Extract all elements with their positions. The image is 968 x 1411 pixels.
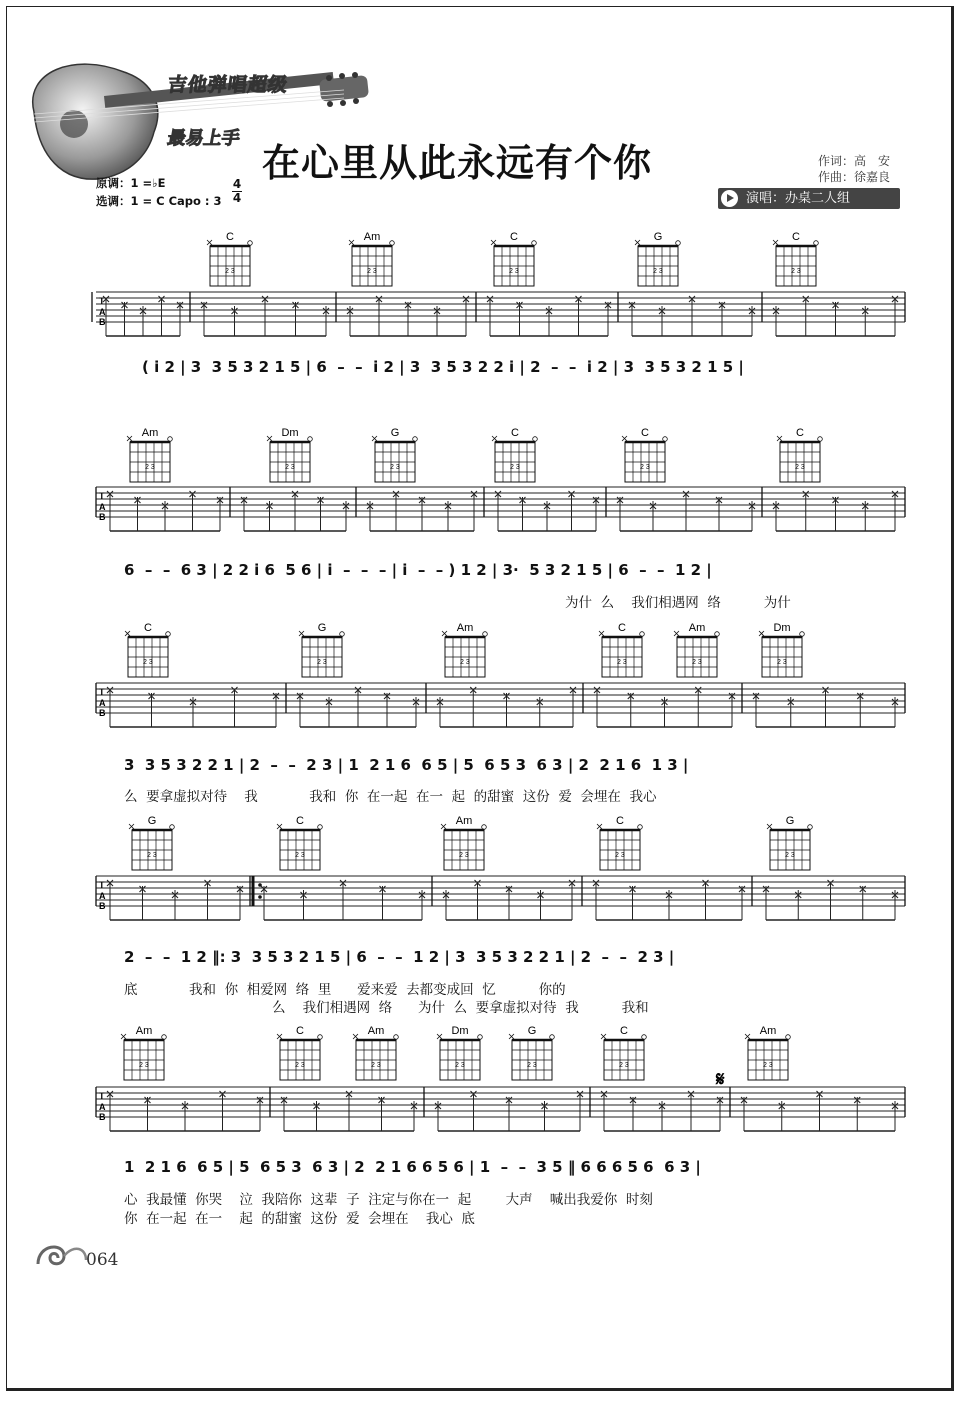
chord-name: Am (367, 1025, 385, 1037)
chord-fingering: 2 3 (225, 268, 235, 275)
lyrics-line-3a: 么 要拿虚拟对待 我 我和 你 在一起 在一 起 的甜蜜 这份 爱 会埋在 我心 (124, 789, 657, 805)
muted-string-mark (601, 1034, 606, 1039)
chord-fingering: 2 3 (455, 1062, 465, 1069)
lyrics-line-5b: 你 在一起 在一 起 的甜蜜 这份 爱 会埋在 我心 底 (124, 1211, 475, 1227)
muted-string-mark (441, 824, 446, 829)
muted-string-mark (767, 824, 772, 829)
muted-string-mark (125, 631, 130, 636)
chord-name: Dm (451, 1025, 469, 1037)
original-key: 原调：1 =♭E (96, 176, 166, 190)
tab-letter-b: B (99, 1112, 106, 1122)
chord-name: Dm (773, 622, 791, 634)
tab-letter-b: B (99, 317, 106, 327)
chosen-key: 选调：1 = C Capo : 3 (96, 194, 222, 208)
muted-string-mark (492, 436, 497, 441)
open-string-mark (533, 437, 538, 442)
chord-name: C (620, 1025, 628, 1037)
lyrics-line-5a: 心 我最懂 你哭 泣 我陪你 这辈 子 注定与你在一 起 大声 喊出我爱你 时刻 (124, 1192, 653, 1208)
open-string-mark (640, 632, 645, 637)
chord-name: C (511, 427, 519, 439)
tab-letter-t: T (99, 491, 105, 501)
chord-name: Am (363, 231, 381, 243)
muted-string-mark (277, 1034, 282, 1039)
tab-letter-a: A (99, 891, 106, 901)
chord-fingering: 2 3 (510, 464, 520, 471)
chord-fingering: 2 3 (653, 268, 663, 275)
chord-name: G (147, 815, 157, 827)
series-title: 吉他弹唱超级 (166, 74, 290, 96)
muted-string-mark (299, 631, 304, 636)
chord-name: Am (455, 815, 473, 827)
chord-fingering: 2 3 (145, 464, 155, 471)
time-sig-bottom: 4 (232, 191, 242, 205)
tab-letter-a: A (99, 698, 106, 708)
open-string-mark (162, 1035, 167, 1040)
chord-name: G (785, 815, 795, 827)
open-string-mark (532, 241, 537, 246)
muted-string-mark (777, 436, 782, 441)
muted-string-mark (127, 436, 132, 441)
tab-letter-t: T (99, 880, 105, 890)
muted-string-mark (129, 824, 134, 829)
lyrics-line-4a: 底 我和 你 相爱网 络 里 爱来爱 去都变成回 忆 你的 (124, 982, 566, 998)
muted-string-mark (759, 631, 764, 636)
muted-string-mark (372, 436, 377, 441)
composer: 作曲：徐嘉良 (818, 170, 891, 184)
notation-line-2: 6 – – 6 3 | 2 2 i 6 5 6 | i – – – | i – – ) 1 2 | 3· 5 3 2 1 5 | 6 – – 1 2 | (124, 561, 712, 579)
chord-name: Am (688, 622, 706, 634)
chord-name: Am (759, 1025, 777, 1037)
notation-line-4: 2 – – 1 2 ‖: 3 3 5 3 2 1 5 | 6 – – 1 2 | 3 3 5 3 2 2 1 | 2 – – 2 3 | (124, 948, 675, 966)
chord-name: Am (135, 1025, 153, 1037)
open-string-mark (808, 825, 813, 830)
tab-letter-a: A (99, 307, 106, 317)
open-string-mark (715, 632, 720, 637)
chord-name: C (226, 231, 234, 243)
chord-fingering: 2 3 (285, 464, 295, 471)
chord-name: C (144, 622, 152, 634)
open-string-mark (814, 241, 819, 246)
chord-fingering: 2 3 (147, 852, 157, 859)
singer-label: 演唱：办桌二人组 (746, 191, 851, 206)
chord-fingering: 2 3 (777, 659, 787, 666)
lyricist: 作词：高 安 (818, 154, 891, 168)
chord-name: C (296, 815, 304, 827)
chord-name: C (616, 815, 624, 827)
chord-fingering: 2 3 (371, 1062, 381, 1069)
song-title: 在心里从此永远有个你 (262, 141, 653, 185)
muted-string-mark (437, 1034, 442, 1039)
muted-string-mark (442, 631, 447, 636)
chord-name: G (390, 427, 400, 439)
chord-fingering: 2 3 (785, 852, 795, 859)
lyrics-line-4b: 么 我们相遇网 络 为什 么 要拿虚拟对待 我 我和 (272, 1000, 649, 1016)
chord-fingering: 2 3 (367, 268, 377, 275)
chord-fingering: 2 3 (139, 1062, 149, 1069)
open-string-mark (340, 632, 345, 637)
chord-name: G (653, 231, 663, 243)
muted-string-mark (277, 824, 282, 829)
chord-fingering: 2 3 (143, 659, 153, 666)
chord-fingering: 2 3 (317, 659, 327, 666)
open-string-mark (168, 437, 173, 442)
page-ornament (34, 1234, 90, 1274)
segno-sign: 𝄋 (716, 1067, 725, 1091)
tab-letter-b: B (99, 512, 106, 522)
muted-string-mark (635, 240, 640, 245)
lyrics-line-2a: 为什 么 我们相遇网 络 为什 (565, 595, 791, 611)
chord-fingering: 2 3 (763, 1062, 773, 1069)
chord-name: G (527, 1025, 537, 1037)
tab-letter-t: T (99, 687, 105, 697)
chord-fingering: 2 3 (692, 659, 702, 666)
open-string-mark (550, 1035, 555, 1040)
open-string-mark (818, 437, 823, 442)
chord-fingering: 2 3 (640, 464, 650, 471)
chord-name: G (317, 622, 327, 634)
chord-fingering: 2 3 (615, 852, 625, 859)
chord-fingering: 2 3 (460, 659, 470, 666)
chord-name: Am (141, 427, 159, 439)
chord-fingering: 2 3 (795, 464, 805, 471)
chord-fingering: 2 3 (390, 464, 400, 471)
open-string-mark (413, 437, 418, 442)
chord-name: C (641, 427, 649, 439)
tab-letter-b: B (99, 708, 106, 718)
repeat-dot (258, 883, 262, 887)
chord-fingering: 2 3 (295, 1062, 305, 1069)
muted-string-mark (267, 436, 272, 441)
chord-fingering: 2 3 (509, 268, 519, 275)
notation-line-3: 3 3 5 3 2 2 1 | 2 – – 2 3 | 1 2 1 6 6 5 | 5 6 5 3 6 3 | 2 2 1 6 1 3 | (124, 756, 689, 774)
tab-letter-t: T (99, 1091, 105, 1101)
chord-fingering: 2 3 (619, 1062, 629, 1069)
open-string-mark (248, 241, 253, 246)
muted-string-mark (674, 631, 679, 636)
open-string-mark (800, 632, 805, 637)
open-string-mark (390, 241, 395, 246)
open-string-mark (663, 437, 668, 442)
open-string-mark (482, 825, 487, 830)
chord-fingering: 2 3 (617, 659, 627, 666)
notation-line-5: 1 2 1 6 6 5 | 5 6 5 3 6 3 | 2 2 1 6 6 5 6 | 1 – – 3 5 ‖ 6 6 6 5 6 6 3 | (124, 1158, 701, 1176)
open-string-mark (308, 437, 313, 442)
notation-line-1: ( i 2 | 3 3 5 3 2 1 5 | 6 – – i 2 | 3 3 5 3 2 2 i | 2 – – i 2 | 3 3 5 3 2 1 5 | (142, 358, 744, 376)
open-string-mark (786, 1035, 791, 1040)
muted-string-mark (353, 1034, 358, 1039)
muted-string-mark (597, 824, 602, 829)
chord-name: C (618, 622, 626, 634)
open-string-mark (394, 1035, 399, 1040)
muted-string-mark (773, 240, 778, 245)
open-string-mark (166, 632, 171, 637)
muted-string-mark (491, 240, 496, 245)
page-number: 064 (86, 1250, 119, 1270)
muted-string-mark (599, 631, 604, 636)
muted-string-mark (207, 240, 212, 245)
chord-name: C (792, 231, 800, 243)
chord-fingering: 2 3 (791, 268, 801, 275)
chord-fingering: 2 3 (459, 852, 469, 859)
muted-string-mark (121, 1034, 126, 1039)
muted-string-mark (509, 1034, 514, 1039)
open-string-mark (642, 1035, 647, 1040)
repeat-dot (258, 895, 262, 899)
muted-string-mark (349, 240, 354, 245)
muted-string-mark (745, 1034, 750, 1039)
chord-fingering: 2 3 (295, 852, 305, 859)
chord-fingering: 2 3 (527, 1062, 537, 1069)
open-string-mark (318, 1035, 323, 1040)
open-string-mark (638, 825, 643, 830)
open-string-mark (170, 825, 175, 830)
chord-name: C (510, 231, 518, 243)
tab-letter-b: B (99, 901, 106, 911)
open-string-mark (318, 825, 323, 830)
muted-string-mark (622, 436, 627, 441)
tab-letter-a: A (99, 1102, 106, 1112)
time-sig-top: 4 (232, 177, 242, 191)
tab-letter-t: T (99, 296, 105, 306)
open-string-mark (483, 632, 488, 637)
chord-name: Am (456, 622, 474, 634)
series-subtitle: 最易上手 (165, 128, 242, 149)
tab-letter-a: A (99, 502, 106, 512)
open-string-mark (478, 1035, 483, 1040)
chord-name: C (796, 427, 804, 439)
chord-name: C (296, 1025, 304, 1037)
open-string-mark (676, 241, 681, 246)
chord-name: Dm (281, 427, 299, 439)
